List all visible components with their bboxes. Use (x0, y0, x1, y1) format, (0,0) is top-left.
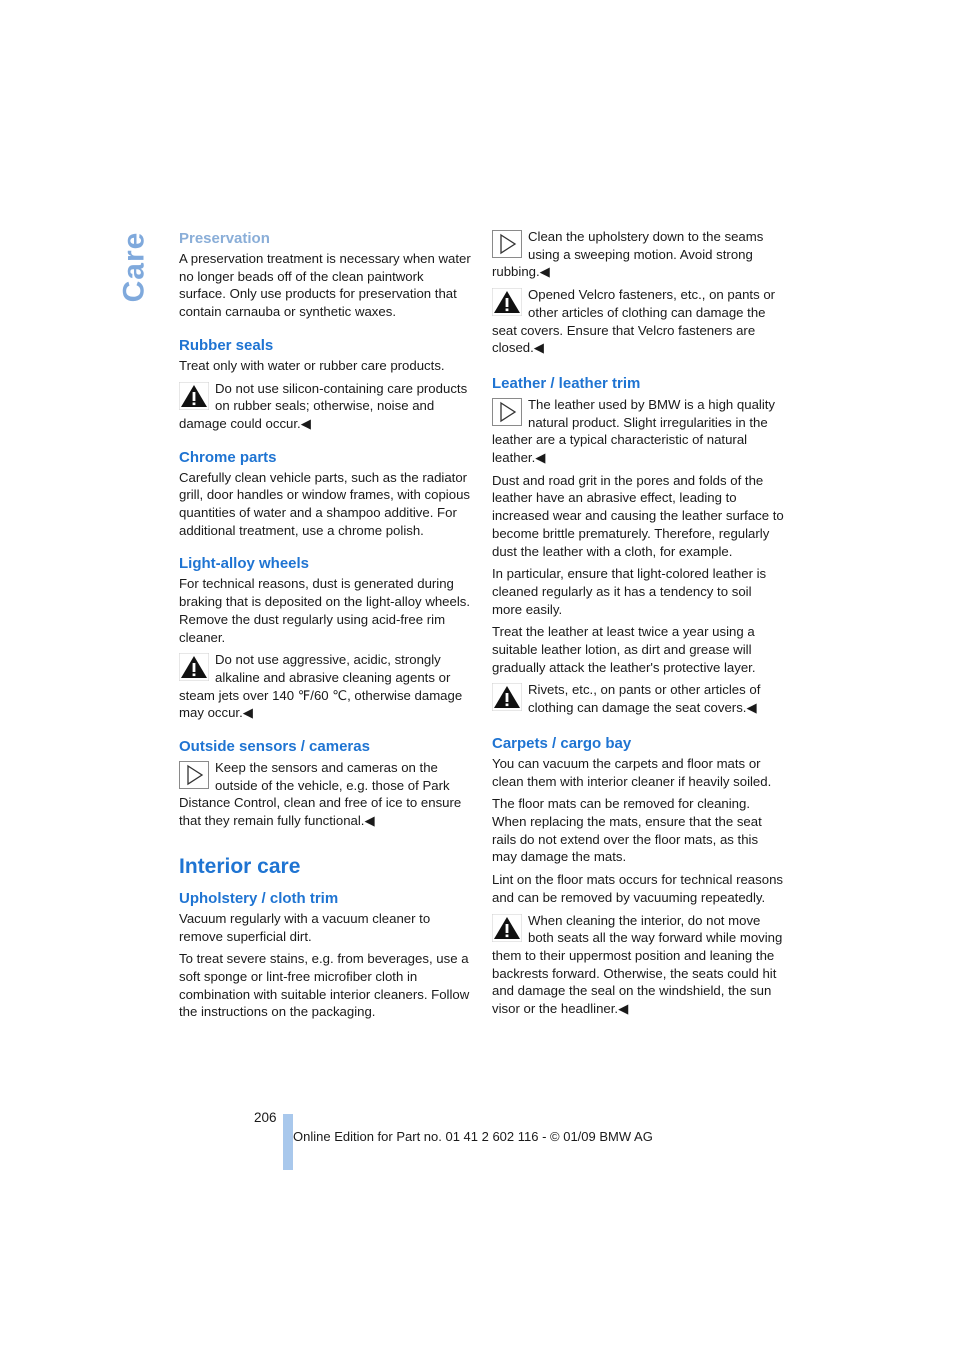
warning-icon (492, 683, 522, 711)
heading-light-alloy-wheels: Light-alloy wheels (179, 555, 310, 573)
note-outside-sensors (179, 759, 471, 830)
text-carpets-2: The floor mats can be removed for cleaning. When replacing the mats, ensure that the seat rails do not extend over the floor mats, as this may damage the mats. (492, 796, 762, 865)
text-carpets-3: Lint on the floor mats occurs for technical reasons and can be removed by vacuuming repeatedly. (492, 872, 784, 905)
text-leather-3: Treat the leather at least twice a year using a suitable leather lotion, as dirt and grease will gradually attack the leather's protective layer. (492, 624, 756, 675)
note-triangle-icon (492, 398, 522, 426)
heading-preservation: Preservation (179, 230, 270, 247)
note-outside-sensors-text: Keep the sensors and cameras on the outside of the vehicle, e.g. those of Park Distance Control, clean and free of ice to ensure that they remain fully functional.◀ (179, 760, 462, 829)
section-side-tab (114, 222, 154, 312)
warning-seats (492, 912, 784, 1018)
heading-leather: Leather / leather trim (492, 374, 641, 392)
warning-rubber-seals-text: Do not use silicon-containing care products on rubber seals; otherwise, noise and damage could occur.◀ (179, 380, 468, 431)
text-rubber-seals: Treat only with water or rubber care products. (179, 357, 445, 373)
footer-accent-bar (283, 1114, 293, 1170)
warning-velcro (492, 286, 784, 357)
page-number: 206 (254, 1110, 277, 1125)
heading-upholstery: Upholstery / cloth trim (179, 889, 339, 907)
text-light-alloy-wheels: For technical reasons, dust is generated during braking that is deposited on the light-alloy wheels. Remove the dust regularly using acid-free rim cleaner. (179, 576, 471, 645)
note-upholstery (492, 228, 784, 281)
warning-icon (492, 288, 522, 316)
text-leather-1: Dust and road grit in the pores and folds of the leather have an abrasive effect, leading to increased wear and causing the leather surface to become brittle prematurely. Therefore, regularly dust the leather with a cloth, for example. (492, 472, 784, 559)
heading-carpets: Carpets / cargo bay (492, 734, 632, 752)
warning-rubber-seals (179, 380, 471, 433)
text-chrome-parts: Carefully clean vehicle parts, such as the radiator grill, door handles or window frames, with copious quantities of water and a shampoo additive. For additional treatment, use a chrome polish. (179, 469, 470, 538)
warning-rivets (492, 681, 784, 716)
footer-edition: Online Edition for Part no. 01 41 2 602 116 - © 01/09 BMW AG (293, 1129, 653, 1144)
right-column (492, 228, 784, 1018)
heading-outside-sensors: Outside sensors / cameras (179, 738, 370, 756)
warning-rivets-text: Rivets, etc., on pants or other articles of clothing can damage the seat covers.◀ (528, 682, 761, 716)
warning-light-alloy-wheels (179, 651, 471, 722)
text-carpets-1: You can vacuum the carpets and floor mats or clean them with interior cleaner if heavily soiled. (492, 755, 772, 789)
text-upholstery-1: Vacuum regularly with a vacuum cleaner to remove superficial dirt. (179, 910, 431, 944)
warning-light-alloy-wheels-text: Do not use aggressive, acidic, strongly alkaline and abrasive cleaning agents or steam jets over 140 ℉/60 ℃, otherwise damage may occur.◀ (179, 652, 463, 721)
note-triangle-icon (179, 761, 209, 789)
heading-rubber-seals: Rubber seals (179, 336, 274, 354)
heading-chrome-parts: Chrome parts (179, 448, 277, 466)
warning-icon (179, 382, 209, 410)
note-leather-text: The leather used by BMW is a high quality natural product. Slight irregularities in the leather are a typical characteristic of natural leather.◀ (492, 396, 776, 466)
text-preservation: A preservation treatment is necessary when water no longer beads off of the clean paintwork surface. Only use products for preservation that contain carnauba or synthetic waxes. (179, 251, 471, 320)
warning-icon (179, 653, 209, 681)
note-upholstery-text: Clean the upholstery down to the seams using a sweeping motion. Avoid strong rubbing.◀ (492, 229, 764, 280)
warning-icon (492, 914, 522, 942)
warning-velcro-text: Opened Velcro fasteners, etc., on pants or other articles of clothing can damage the seat covers. Ensure that Velcro fasteners are closed.◀ (492, 287, 776, 356)
warning-seats-text: When cleaning the interior, do not move both seats all the way forward while moving them to their uppermost position and leaning the backrests forward. Otherwise, the seats could hit and damage the seal on the windshield, the sun visor or the headliner.◀ (492, 912, 783, 1017)
left-column (179, 228, 471, 1021)
text-upholstery-2: To treat severe stains, e.g. from beverages, use a soft sponge or lint-free microfiber cloth in combination with suitable interior cleaners. Follow the instructions on the packaging. (179, 951, 470, 1020)
heading-interior-care: Interior care (179, 854, 301, 878)
note-triangle-icon (492, 230, 522, 258)
note-leather (492, 396, 784, 467)
text-leather-2: In particular, ensure that light-colored leather is cleaned regularly as it has a tendency to soil more easily. (492, 566, 767, 617)
section-side-tab-label: Care (117, 231, 150, 303)
